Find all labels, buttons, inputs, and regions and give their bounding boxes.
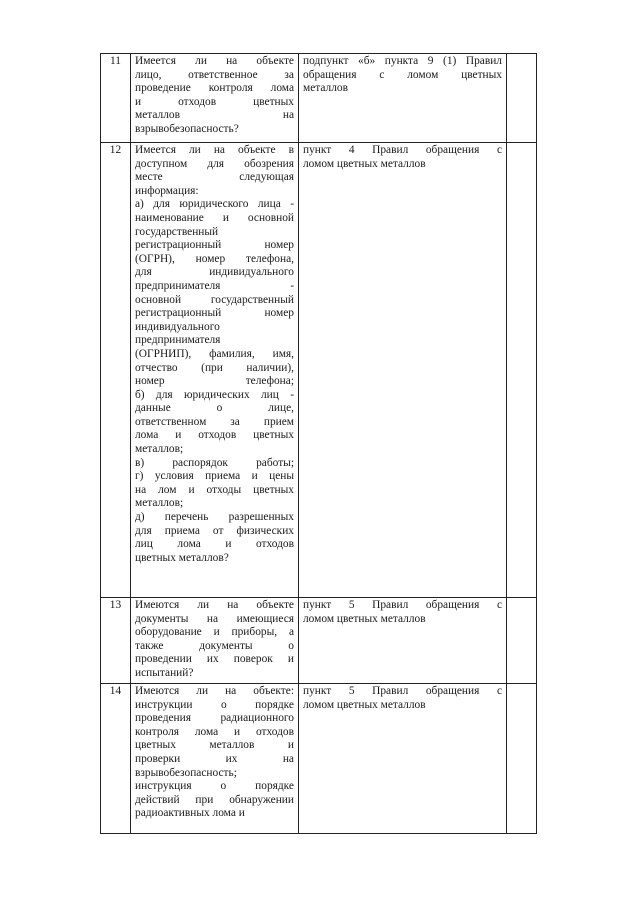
question-line: в) распорядок работы; — [135, 456, 294, 469]
reference-line: пункт 5 Правил обращения с — [303, 685, 502, 697]
question-line: регистрационный номер — [135, 307, 294, 320]
question-line: проведение контроля лома — [135, 82, 294, 95]
question-line: и отходов цветных — [135, 95, 294, 108]
question-line: контроля лома и отходов — [135, 725, 294, 738]
reference-line: ломом цветных металлов — [303, 157, 426, 170]
question-line: б) для юридических лиц - — [135, 388, 294, 401]
question-line: лицо, ответственное за — [135, 68, 294, 81]
question-line: лиц лома и отходов — [135, 538, 294, 551]
row-number: 12 — [101, 143, 131, 598]
question-line: регистрационный номер — [135, 239, 294, 252]
question-line: г) условия приема и цены — [135, 470, 294, 483]
answer-cell — [507, 684, 537, 834]
reference-line: ломом цветных металлов — [303, 698, 426, 711]
question-line: предпринимателя — [135, 334, 221, 347]
question-line: инструкция о порядке — [135, 780, 294, 793]
requirement-question — [131, 143, 299, 598]
question-line: оборудование и приборы, а — [135, 626, 294, 639]
question-line: для индивидуального — [135, 266, 294, 279]
question-line: для приема от физических — [135, 524, 294, 537]
reference-line: ломом цветных металлов — [303, 612, 426, 625]
row-number: 13 — [101, 598, 131, 684]
question-line: испытаний? — [135, 666, 194, 679]
question-line: проведения радиационного — [135, 712, 294, 725]
reference-line: металлов — [303, 82, 348, 95]
row-number: 14 — [101, 684, 131, 834]
question-line: проверки их на — [135, 752, 294, 765]
requirement-question — [131, 598, 299, 684]
reference-line: пункт 4 Правил обращения с — [303, 144, 502, 156]
question-line: Имеются ли на объекте — [135, 599, 294, 611]
question-line: также документы о — [135, 639, 294, 652]
question-line: взрывобезопасность? — [135, 122, 239, 135]
question-line: документы на имеющиеся — [135, 612, 294, 625]
table-row — [101, 684, 537, 834]
question-line: металлов; — [135, 443, 184, 456]
legal-reference — [299, 54, 507, 143]
question-line: на лом и отходы цветных — [135, 483, 294, 496]
question-line: цветных металлов? — [135, 551, 229, 564]
answer-cell — [507, 54, 537, 143]
row-number: 11 — [101, 54, 131, 143]
question-line: месте следующая — [135, 171, 294, 184]
question-line: информация: — [135, 184, 199, 197]
table-row — [101, 143, 537, 598]
question-line: государственный — [135, 225, 219, 238]
reference-line: пункт 5 Правил обращения с — [303, 599, 502, 611]
requirements-table — [100, 53, 537, 834]
requirement-question — [131, 684, 299, 834]
reference-line: обращения с ломом цветных — [303, 68, 502, 81]
question-line: цветных металлов и — [135, 739, 294, 752]
question-line: отчество (при наличии), — [135, 361, 294, 374]
question-line: данные о лице, — [135, 402, 294, 415]
question-line: доступном для обозрения — [135, 157, 294, 170]
table-row — [101, 598, 537, 684]
question-line: (ОГРН), номер телефона, — [135, 252, 294, 265]
reference-line: подпункт «б» пункта 9 (1) Правил — [303, 55, 502, 67]
question-line: проведении их поверок и — [135, 653, 294, 666]
answer-cell — [507, 598, 537, 684]
question-line: инструкции о порядке — [135, 698, 294, 711]
answer-cell — [507, 143, 537, 598]
question-line: лома и отходов цветных — [135, 429, 294, 442]
question-line: Имеются ли на объекте: — [135, 685, 294, 697]
question-line: ответственном за прием — [135, 415, 294, 428]
question-line: металлов; — [135, 497, 184, 510]
legal-reference — [299, 143, 507, 598]
question-line: предпринимателя - — [135, 279, 294, 292]
question-line: номер телефона; — [135, 375, 294, 388]
question-line: Имеется ли на объекте в — [135, 144, 294, 156]
question-line: (ОГРНИП), фамилия, имя, — [135, 347, 294, 360]
table-row — [101, 54, 537, 143]
legal-reference — [299, 598, 507, 684]
question-line: действий при обнаружении — [135, 793, 294, 806]
question-line: индивидуального — [135, 320, 220, 333]
requirement-question — [131, 54, 299, 143]
question-line: Имеется ли на объекте — [135, 55, 294, 67]
question-line: а) для юридического лица - — [135, 198, 294, 211]
question-line: д) перечень разрешенных — [135, 511, 294, 524]
legal-reference — [299, 684, 507, 834]
question-line: металлов на — [135, 109, 294, 122]
question-line: взрывобезопасность; — [135, 766, 237, 779]
question-line: радиоактивных лома и — [135, 807, 245, 820]
question-line: наименование и основной — [135, 211, 294, 224]
question-line: основной государственный — [135, 293, 294, 306]
